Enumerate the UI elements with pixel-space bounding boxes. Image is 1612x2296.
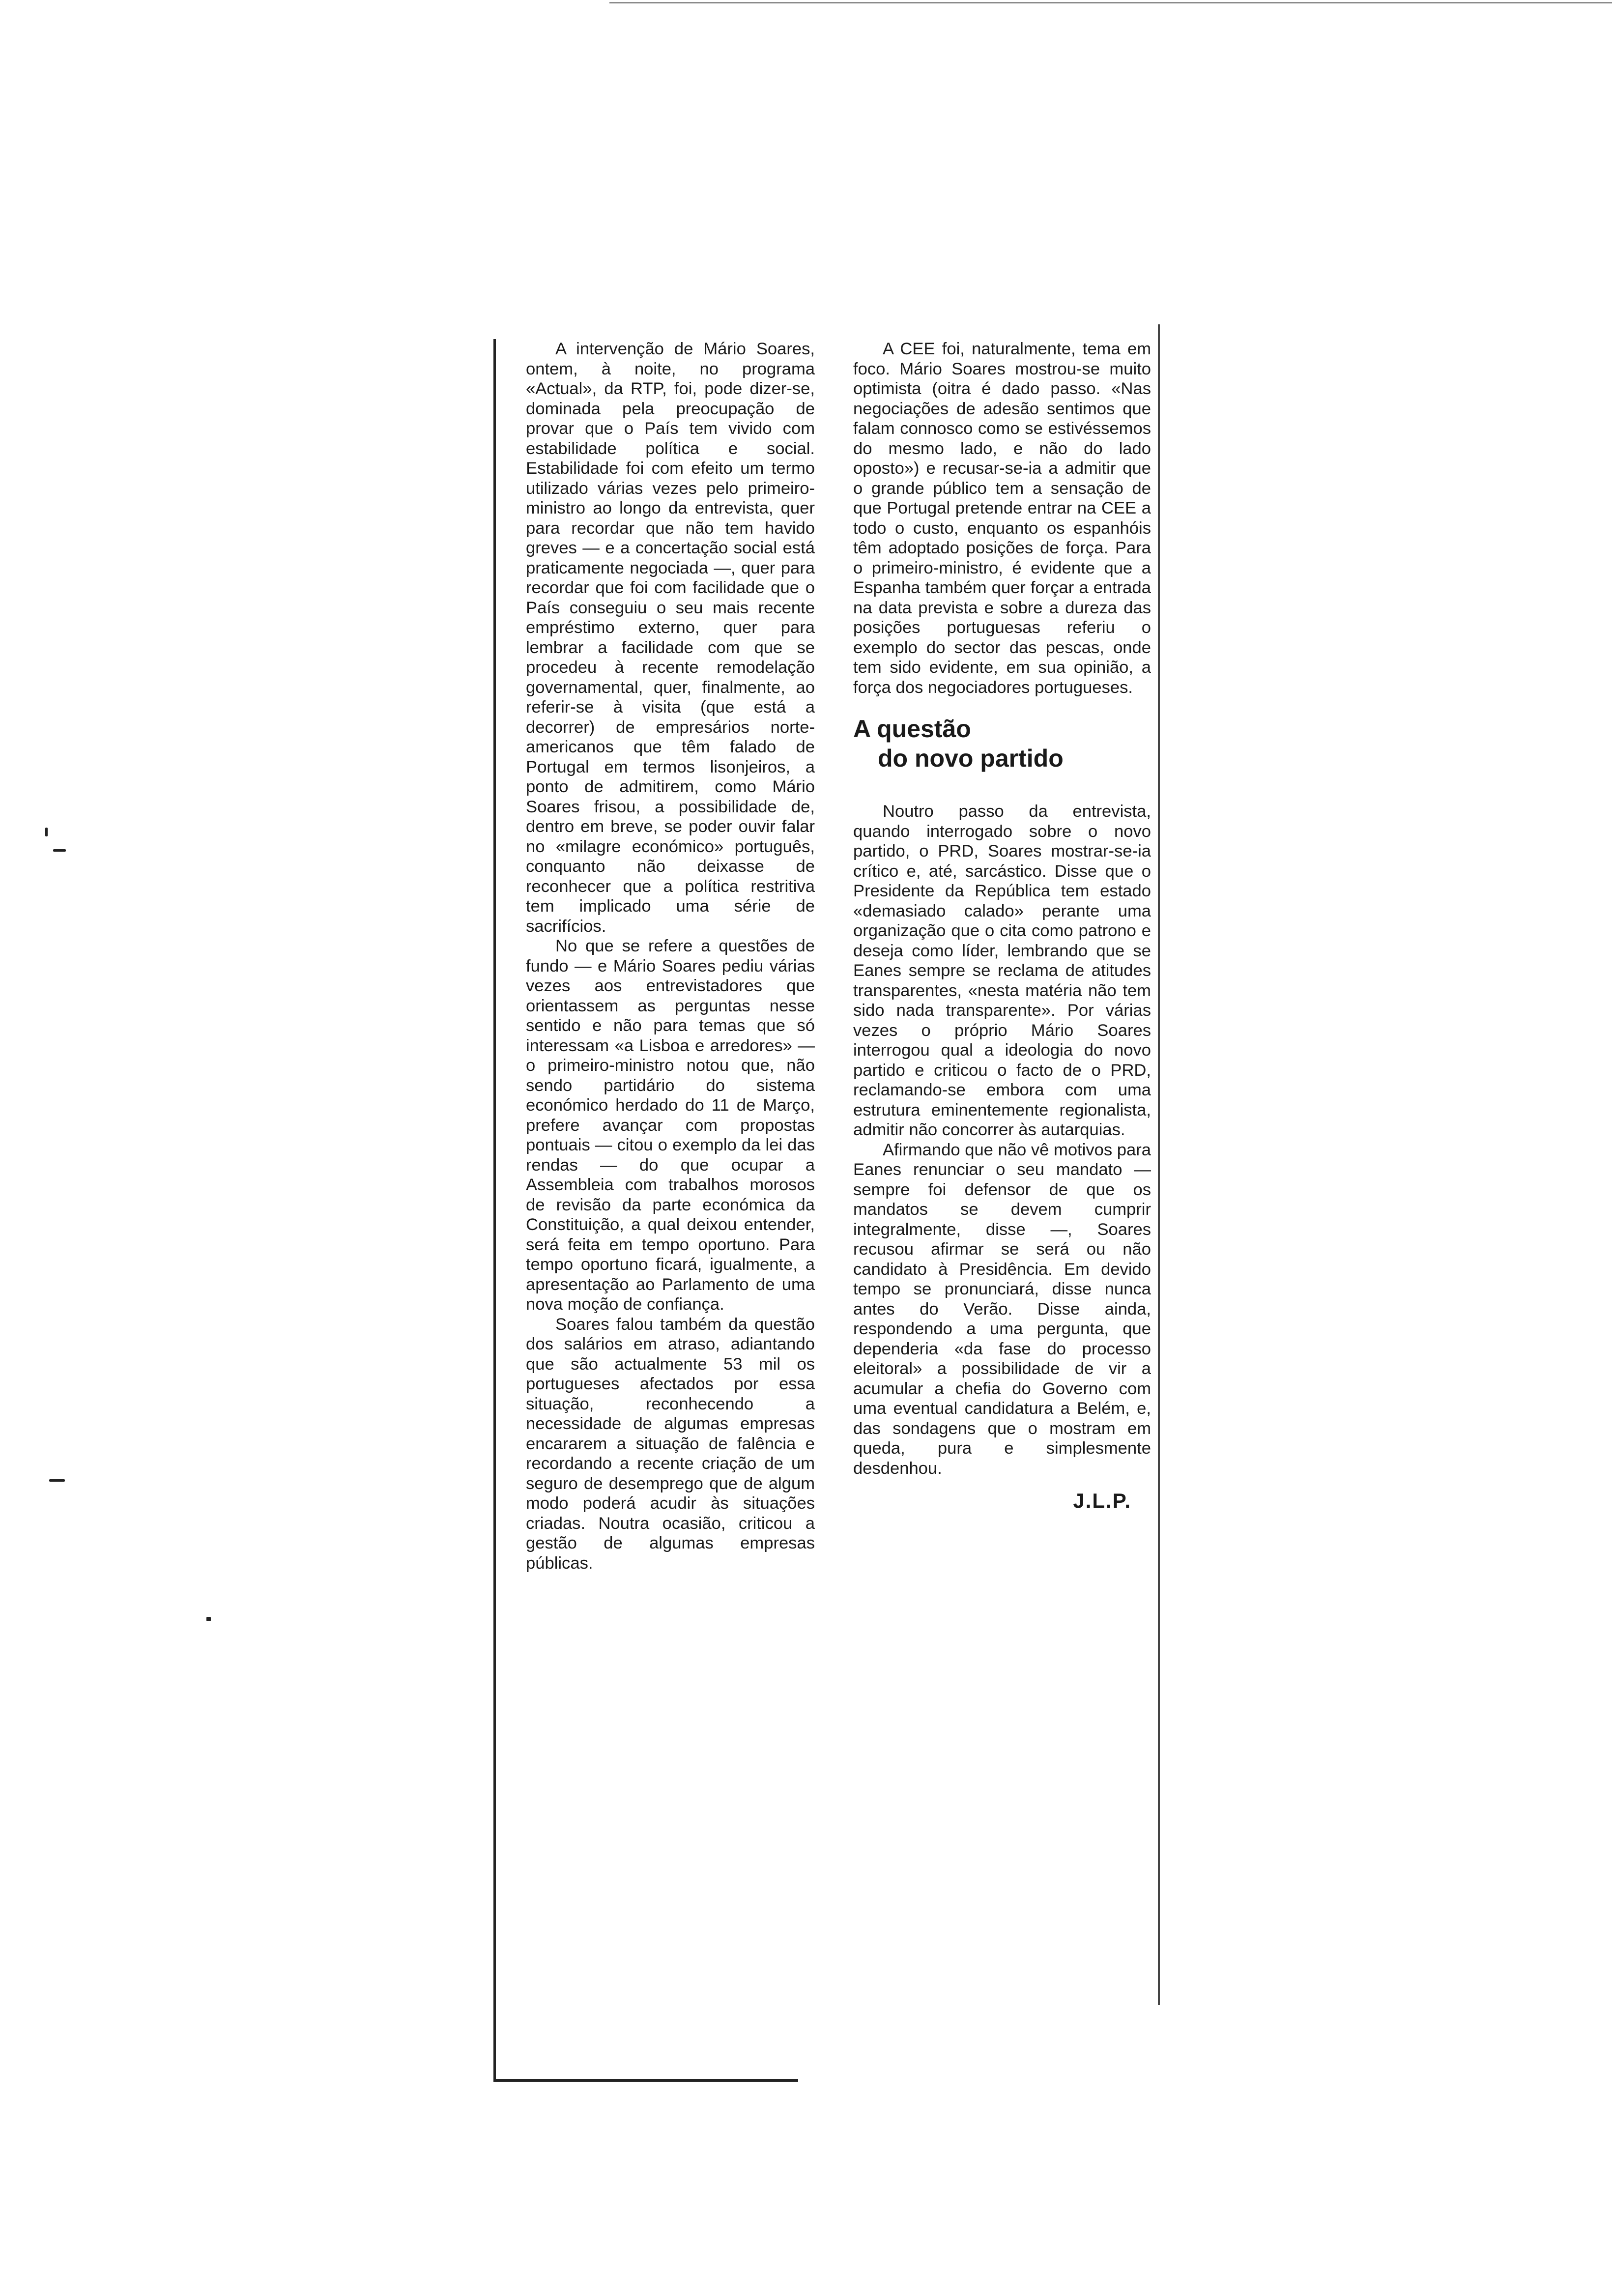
paragraph: A intervenção de Mário Soares, ontem, à noite, no programa «Actual», da RTP, foi, pode dizer-se, dominada pela preocupação de provar que o País tem vivido com estabilidade política e social. Estabilidade foi com efeito um termo utilizado várias vezes pelo primeiro-ministro ao longo da entrevista, quer para recordar que não tem havido greves — e a concertação social está praticamente negociada —, quer para recordar que foi com facilidade que o País conseguiu o seu mais recente empréstimo externo, quer para lembrar a facilidade com que se procedeu à recente remodelação governamental, quer, finalmente, ao referir-se à visita (que está a decorrer) de empresários norte-americanos que têm falado de Portugal em termos lisonjeiros, a ponto de admitirem, como Mário Soares frisou, a possibilidade de, dentro em breve, se poder ouvir falar no «milagre económico» português, conquanto não deixasse de reconhecer que a política restritiva tem implicado uma série de sacrifícios. [526,340,815,936]
subhead-line-1: A questão [853,715,971,743]
paragraph: A CEE foi, naturalmente, tema em foco. Mário Soares mostrou-se muito optimista (oitra é dado passo. «Nas negociações de adesão sentimos que falam connosco como se estivéssemos do mesmo lado, e não do lado oposto») e recusar-se-ia a admitir que o grande público tem a sensação de que Portugal pretende entrar na CEE a todo o custo, enquanto os espanhóis têm adoptado posições de força. Para o primeiro-ministro, é evidente que a Espanha também quer forçar a entrada na data prevista e sobre a dureza das posições portuguesas referiu o exemplo do sector das pescas, onde tem sido evidente, em sua opinião, a força dos negociadores portugueses. [853,340,1151,697]
author-signature: J.L.P. [1073,1489,1131,1512]
paragraph: No que se refere a questões de fundo — e Mário Soares pediu várias vezes aos entrevistadores que orientassem as perguntas nesse sentido e não para temas que só interessam «a Lisboa e arredores» — o primeiro-ministro notou que, não sendo partidário do sistema económico herdado do 11 de Março, prefere avançar com propostas pontuais — citou o exemplo da lei das rendas — do que ocupar a Assembleia com trabalhos morosos de revisão da parte económica da Constituição, a qual deixou entender, será feita em tempo oportuno. Para tempo oportuno ficará, igualmente, a apresentação ao Parlamento de uma nova moção de confiança. [526,937,815,1314]
clipping-border-left [493,339,496,2081]
subhead-line-2: do novo partido [878,745,1064,772]
article-left-column [526,339,815,1573]
scan-speck [53,849,66,852]
column-rule [1158,324,1160,2005]
scan-edge-line [609,2,1612,3]
section-subhead [853,714,1151,773]
paragraph: Afirmando que não vê motivos para Eanes renunciar o seu mandato — sempre foi defensor de que os mandatos se devem cumprir integralmente, disse —, Soares recusou afirmar se será ou não candidato à Presidência. Em devido tempo se pronunciará, disse nunca antes do Verão. Disse ainda, respondendo a uma pergunta, que dependeria «da fase do processo eleitoral» a possibilidade de vir a acumular a chefia do Governo com uma eventual candidatura a Belém, e, das sondagens que o mostram em queda, pura e simplesmente desdenhou. [853,1140,1151,1478]
article-right-column [853,339,1151,1511]
paragraph: Soares falou também da questão dos salários em atraso, adiantando que são actualmente 53 mil os portugueses afectados por essa situação, reconhecendo a necessidade de algumas empresas encararem a situação de falência e recordando a recente criação de um seguro de desemprego que de algum modo poderá acudir às situações criadas. Noutra ocasião, criticou a gestão de algumas empresas públicas. [526,1315,815,1573]
newspaper-clipping [493,339,1162,2089]
paragraph: Noutro passo da entrevista, quando interrogado sobre o novo partido, o PRD, Soares mostrar-se-ia crítico e, até, sarcástico. Disse que o Presidente da República tem estado «demasiado calado» perante uma organização que o cita como patrono e deseja como líder, lembrando que se Eanes sempre se reclama de atitudes transparentes, «nesta matéria não tem sido nada transparente». Por várias vezes o próprio Mário Soares interrogou qual a ideologia do novo partido e criticou o facto de o PRD, reclamando-se embora com uma estrutura eminentemente regionalista, admitir não concorrer às autarquias. [853,802,1151,1139]
scan-speck [206,1617,211,1621]
scan-speck [49,1479,65,1482]
clipping-border-bottom [493,2079,798,2082]
scan-speck [45,828,48,836]
